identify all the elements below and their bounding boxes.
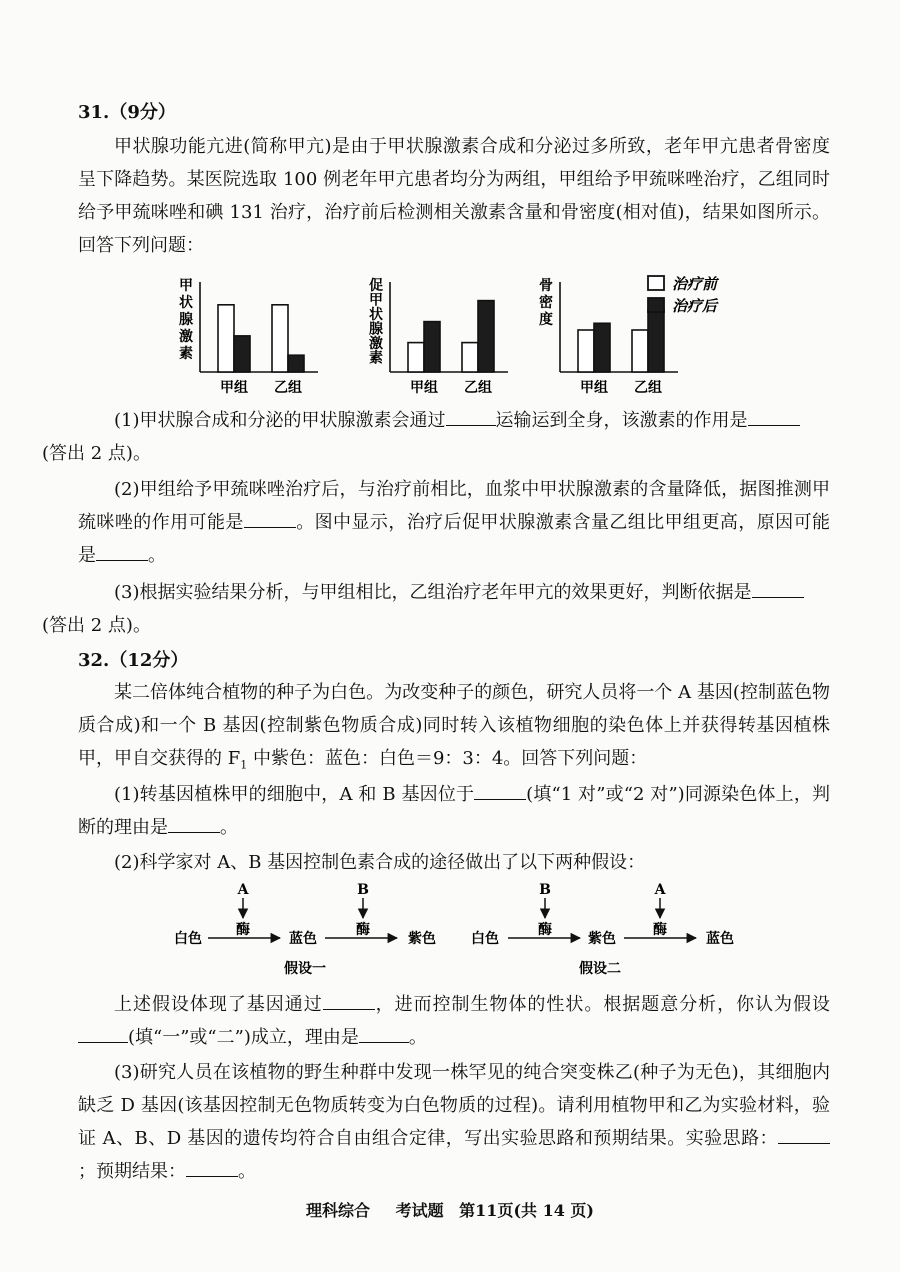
- q32-blank-6[interactable]: [778, 1123, 830, 1144]
- chart-2-bar-after-2: [478, 301, 494, 372]
- chart-3-ylabel-char: 密: [539, 295, 553, 311]
- chart-3-category-label: 甲组: [580, 380, 608, 396]
- hyp2-color-3: 蓝色: [706, 931, 734, 947]
- chart-1-ylabel-char: 状: [179, 295, 193, 311]
- q32-part2: (2)科学家对 A、B 基因控制色素合成的途径做出了以下两种假设：: [114, 852, 646, 873]
- q31-charts: [160, 268, 760, 398]
- legend-after-label: 治疗后: [672, 297, 718, 315]
- q32-intro-text: 某二倍体纯合植物的种子为白色。为改变种子的颜色，研究人员将一个 A 基因(控制蓝色物质合成)和一个 B 基因(控制紫色物质合成)同时转入该植物细胞的染色体上并获得转基因植株甲，甲自交获得的 F: [78, 682, 830, 769]
- hyp1-gene-1: A: [237, 882, 249, 898]
- chart-2-bar-before-1: [408, 343, 424, 372]
- chart-2-category-label: 乙组: [464, 380, 492, 396]
- q31-part1-c: (答出 2 点)。: [42, 443, 151, 464]
- q31-part3-b: (答出 2 点)。: [42, 615, 151, 636]
- chart-3-bar-before-2: [632, 330, 648, 372]
- q31-part2-a: (2)甲组给予甲巯咪唑治疗后，与治疗前相比，血浆中甲状腺激素的含量降低，据图推测甲巯咪唑的作用可能是: [78, 479, 830, 533]
- q32-part2b: [78, 988, 830, 1054]
- hyp2-color-2: 紫色: [588, 931, 616, 947]
- legend-before-swatch: [648, 276, 664, 290]
- q32-part3-b: ；预期结果：: [78, 1161, 186, 1182]
- hyp1-color-1: 白色: [174, 931, 202, 947]
- hyp1-enzyme-1: 酶: [236, 922, 250, 938]
- q32-header: 32.（12分）: [78, 650, 189, 671]
- q31-blank-4[interactable]: [96, 540, 148, 561]
- hyp1-gene-2: B: [357, 882, 369, 898]
- q31-header: 31.（9分）: [78, 102, 176, 123]
- q32-intro-sub: 1: [240, 758, 248, 772]
- chart-2-category-label: 甲组: [410, 380, 438, 396]
- q32-part2b-a: 上述假设体现了基因通过: [114, 994, 323, 1015]
- hyp2-enzyme-1: 酶: [538, 922, 552, 938]
- q31-part3: [42, 576, 830, 642]
- chart-1-ylabel-char: 素: [179, 346, 193, 362]
- footer-type: 考试题: [395, 1201, 444, 1220]
- q32-intro-end: 中紫色：蓝色：白色＝9：3：4。回答下列问题：: [247, 748, 648, 769]
- chart-3-bar-after-2: [648, 310, 664, 372]
- chart-1-ylabel-char: 激: [179, 329, 193, 345]
- q32-part3-a: (3)研究人员在该植物的野生种群中发现一株罕见的纯合突变株乙(种子为无色)，其细胞内缺乏 D 基因(该基因控制无色物质转变为白色物质的过程)。请利用植物甲和乙为实验材料，验证 A、B、D 基因的遗传均符合自由组合定律，写出实验思路和预期结果。实验思路：: [78, 1062, 830, 1149]
- q31-blank-1[interactable]: [446, 405, 496, 426]
- chart-1-ylabel-char: 腺: [179, 312, 193, 328]
- hyp1-color-3: 紫色: [408, 931, 436, 947]
- chart-1-bar-before-2: [272, 305, 288, 372]
- chart-1-bar-after-2: [288, 355, 304, 372]
- chart-2-bar-before-2: [462, 343, 478, 372]
- q32-part1-b: (填“1 对”或“2 对”)同源染色体上，判断的理由是: [78, 784, 830, 838]
- chart-1-ylabel-char: 甲: [179, 278, 193, 294]
- hyp2-color-1: 白色: [471, 931, 499, 947]
- q32-blank-1[interactable]: [474, 779, 526, 800]
- q31-part2: [78, 473, 830, 572]
- q31-part1-b: 运输运到全身，该激素的作用是: [495, 410, 748, 431]
- q31-part2-b: 。图中显示，治疗后促甲状腺激素含量乙组比甲组更高，原因可能是: [78, 512, 831, 566]
- chart-1-bar-after-1: [234, 336, 250, 372]
- hyp2-gene-1: B: [539, 882, 551, 898]
- hyp2-enzyme-2: 酶: [653, 922, 667, 938]
- hypothesis-one: [174, 882, 436, 977]
- q31-part1: [42, 404, 830, 470]
- q31-part1-a: (1)甲状腺合成和分泌的甲状腺激素会通过: [114, 410, 446, 431]
- legend-after-swatch: [648, 298, 664, 312]
- chart-3-bar-before-1: [578, 330, 594, 372]
- hyp1-label: 假设一: [284, 961, 326, 977]
- q31-blank-3[interactable]: [244, 507, 296, 528]
- footer-subject: 理科综合: [305, 1201, 370, 1220]
- chart-3-ylabel-char: 度: [539, 312, 553, 328]
- chart-1-category-label: 乙组: [274, 380, 302, 396]
- hyp1-enzyme-2: 酶: [356, 922, 370, 938]
- q32-blank-3[interactable]: [323, 989, 375, 1010]
- q31-blank-2[interactable]: [748, 405, 800, 426]
- q32-intro: [78, 676, 830, 782]
- q32-part2b-c: (填“一”或“二”)成立，理由是: [128, 1027, 359, 1048]
- chart-2-ylabel-char: 素: [369, 350, 383, 367]
- page-footer: [0, 1198, 900, 1221]
- chart-2-ylabel-char: 甲: [369, 292, 383, 309]
- hyp2-label: 假设二: [579, 961, 621, 977]
- chart-3-bar-after-1: [594, 323, 610, 372]
- hyp1-color-2: 蓝色: [289, 931, 317, 947]
- hypothesis-diagram: [160, 878, 760, 978]
- chart-1-category-label: 甲组: [220, 380, 248, 396]
- q31-part2-c: 。: [148, 545, 166, 566]
- q31-intro: 甲状腺功能亢进(简称甲亢)是由于甲状腺激素合成和分泌过多所致，老年甲亢患者骨密度呈下降趋势。某医院选取 100 例老年甲亢患者均分为两组，甲组给予甲巯咪唑治疗，乙组同时给予甲巯咪唑和碘 131 治疗，治疗前后检测相关激素含量和骨密度(相对值)，结果如图所示。回答下列问题：: [78, 136, 830, 256]
- q32-part3-c: 。: [238, 1161, 256, 1182]
- footer-page: 第11页(共 14 页): [459, 1201, 594, 1220]
- chart-2-ylabel-char: 状: [369, 307, 383, 323]
- q32-part3: [78, 1056, 830, 1188]
- hypothesis-two: [471, 882, 734, 977]
- chart-3-category-label: 乙组: [634, 380, 662, 396]
- q32-blank-5[interactable]: [359, 1022, 409, 1043]
- chart-2-ylabel-char: 腺: [369, 321, 383, 338]
- q32-part1-a: (1)转基因植株甲的细胞中，A 和 B 基因位于: [114, 784, 475, 805]
- q32-part1: [78, 778, 830, 844]
- q32-blank-2[interactable]: [168, 812, 220, 833]
- q32-blank-7[interactable]: [186, 1156, 238, 1177]
- chart-2-ylabel-char: 促: [369, 278, 383, 294]
- q32-part2b-d: 。: [408, 1027, 427, 1048]
- q32-blank-4[interactable]: [78, 1022, 128, 1043]
- chart-3-ylabel-char: 骨: [539, 278, 553, 294]
- q31-blank-5[interactable]: [752, 577, 804, 598]
- hyp2-gene-2: A: [654, 882, 666, 898]
- q32-part1-c: 。: [220, 817, 238, 838]
- q32-part2b-b: ，进而控制生物体的性状。根据题意分析，你认为假设: [374, 994, 830, 1015]
- chart-2-bar-after-1: [424, 322, 440, 372]
- q31-part3-a: (3)根据实验结果分析，与甲组相比，乙组治疗老年甲亢的效果更好，判断依据是: [114, 582, 752, 603]
- chart-1-bar-before-1: [218, 305, 234, 372]
- legend-before-label: 治疗前: [672, 275, 718, 293]
- chart-2-ylabel-char: 激: [369, 336, 383, 352]
